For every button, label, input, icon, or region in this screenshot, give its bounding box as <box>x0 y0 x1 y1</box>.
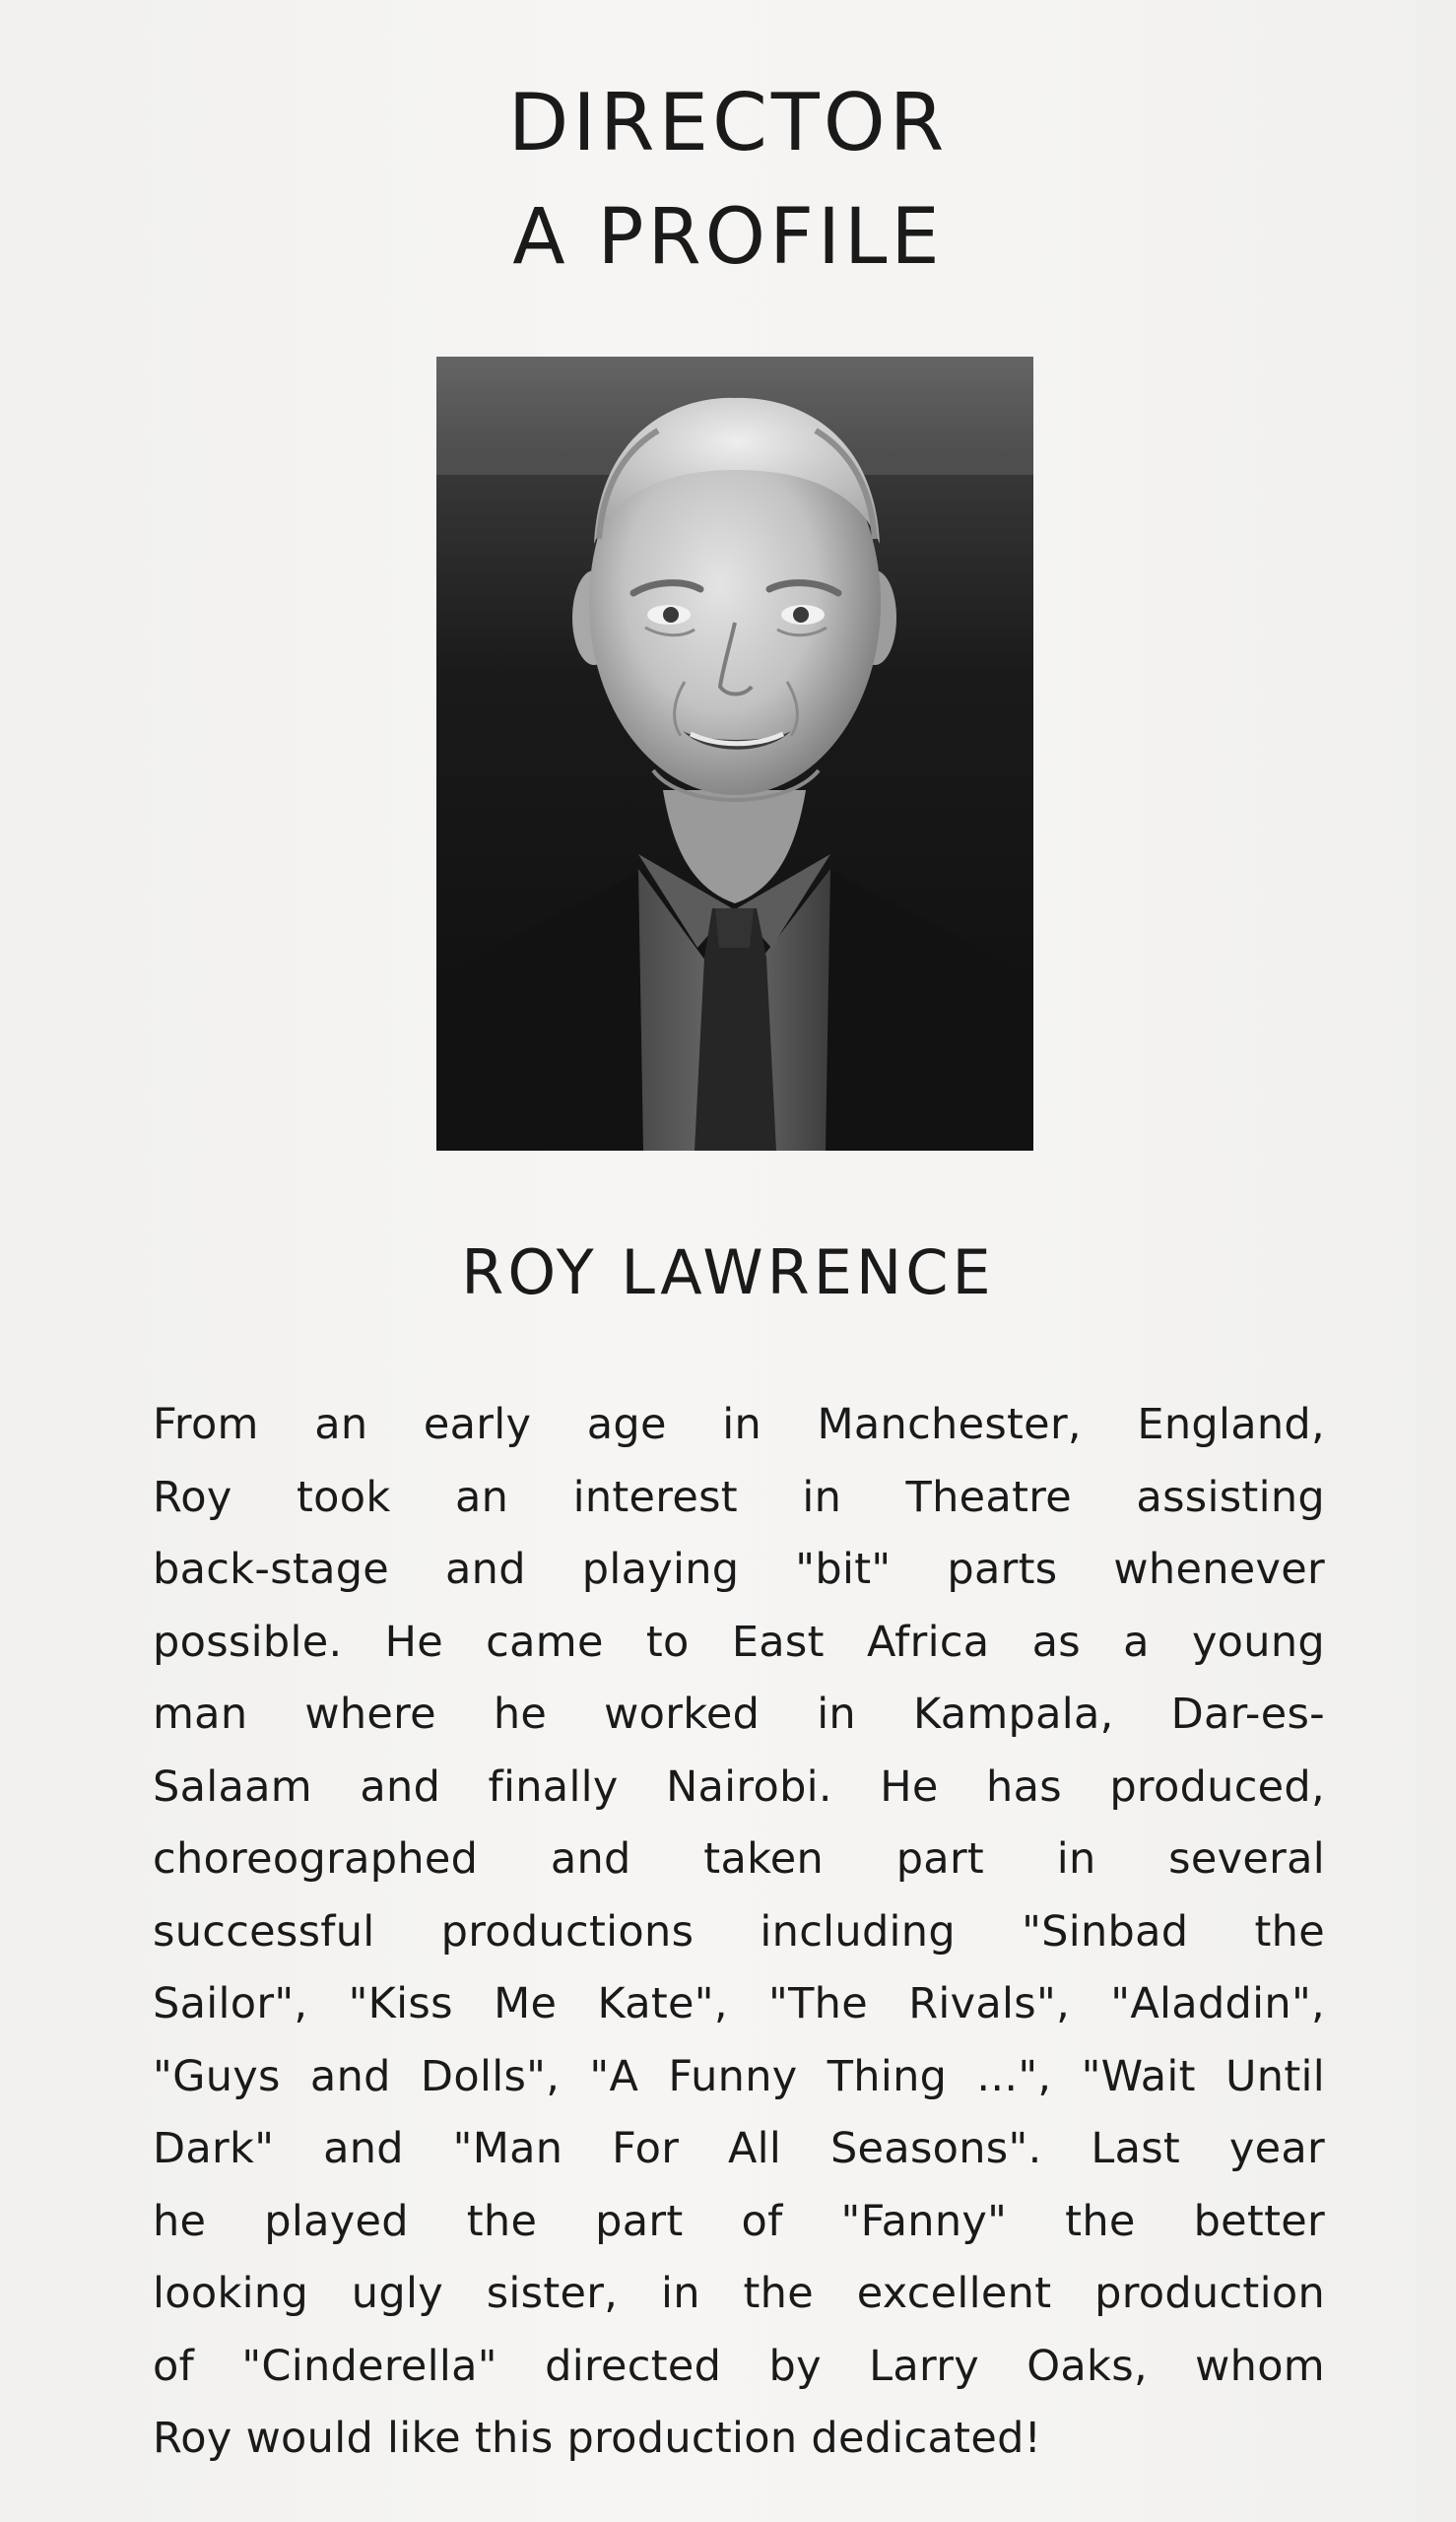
portrait-illustration <box>436 357 1033 1151</box>
page-title: DIRECTOR <box>507 77 949 168</box>
bio-line: Salaam and finally Nairobi. He has produced, <box>153 1761 1325 1812</box>
director-name: ROY LAWRENCE <box>461 1236 995 1308</box>
bio-line: Sailor", "Kiss Me Kate", "The Rivals", "Aladdin", <box>153 1979 1325 2028</box>
bio-line: he played the part of "Fanny" the better <box>153 2196 1325 2246</box>
bio-line: Dark" and "Man For All Seasons". Last year <box>153 2124 1325 2173</box>
bio-line: "Guys and Dolls", "A Funny Thing ...", "Wait Until <box>153 2051 1325 2101</box>
bio-line: Roy took an interest in Theatre assisting <box>153 1472 1325 1522</box>
bio-line: successful productions including "Sinbad the <box>153 1906 1325 1957</box>
bio-line: possible. He came to East Africa as a young <box>153 1617 1325 1667</box>
bio-line: Roy would like this production dedicated! <box>153 2414 1042 2463</box>
bio-line: back-stage and playing "bit" parts whenever <box>153 1545 1325 1594</box>
biography-text <box>153 1389 1325 2476</box>
bio-line: man where he worked in Kampala, Dar-es- <box>153 1690 1325 1739</box>
page-subtitle: A PROFILE <box>512 193 944 282</box>
bio-line: of "Cinderella" directed by Larry Oaks, whom <box>153 2341 1325 2391</box>
bio-line: choreographed and taken part in several <box>153 1834 1325 1884</box>
portrait-photo <box>436 357 1033 1151</box>
bio-line: From an early age in Manchester, England, <box>153 1400 1325 1449</box>
bio-line: looking ugly sister, in the excellent production <box>153 2269 1325 2318</box>
